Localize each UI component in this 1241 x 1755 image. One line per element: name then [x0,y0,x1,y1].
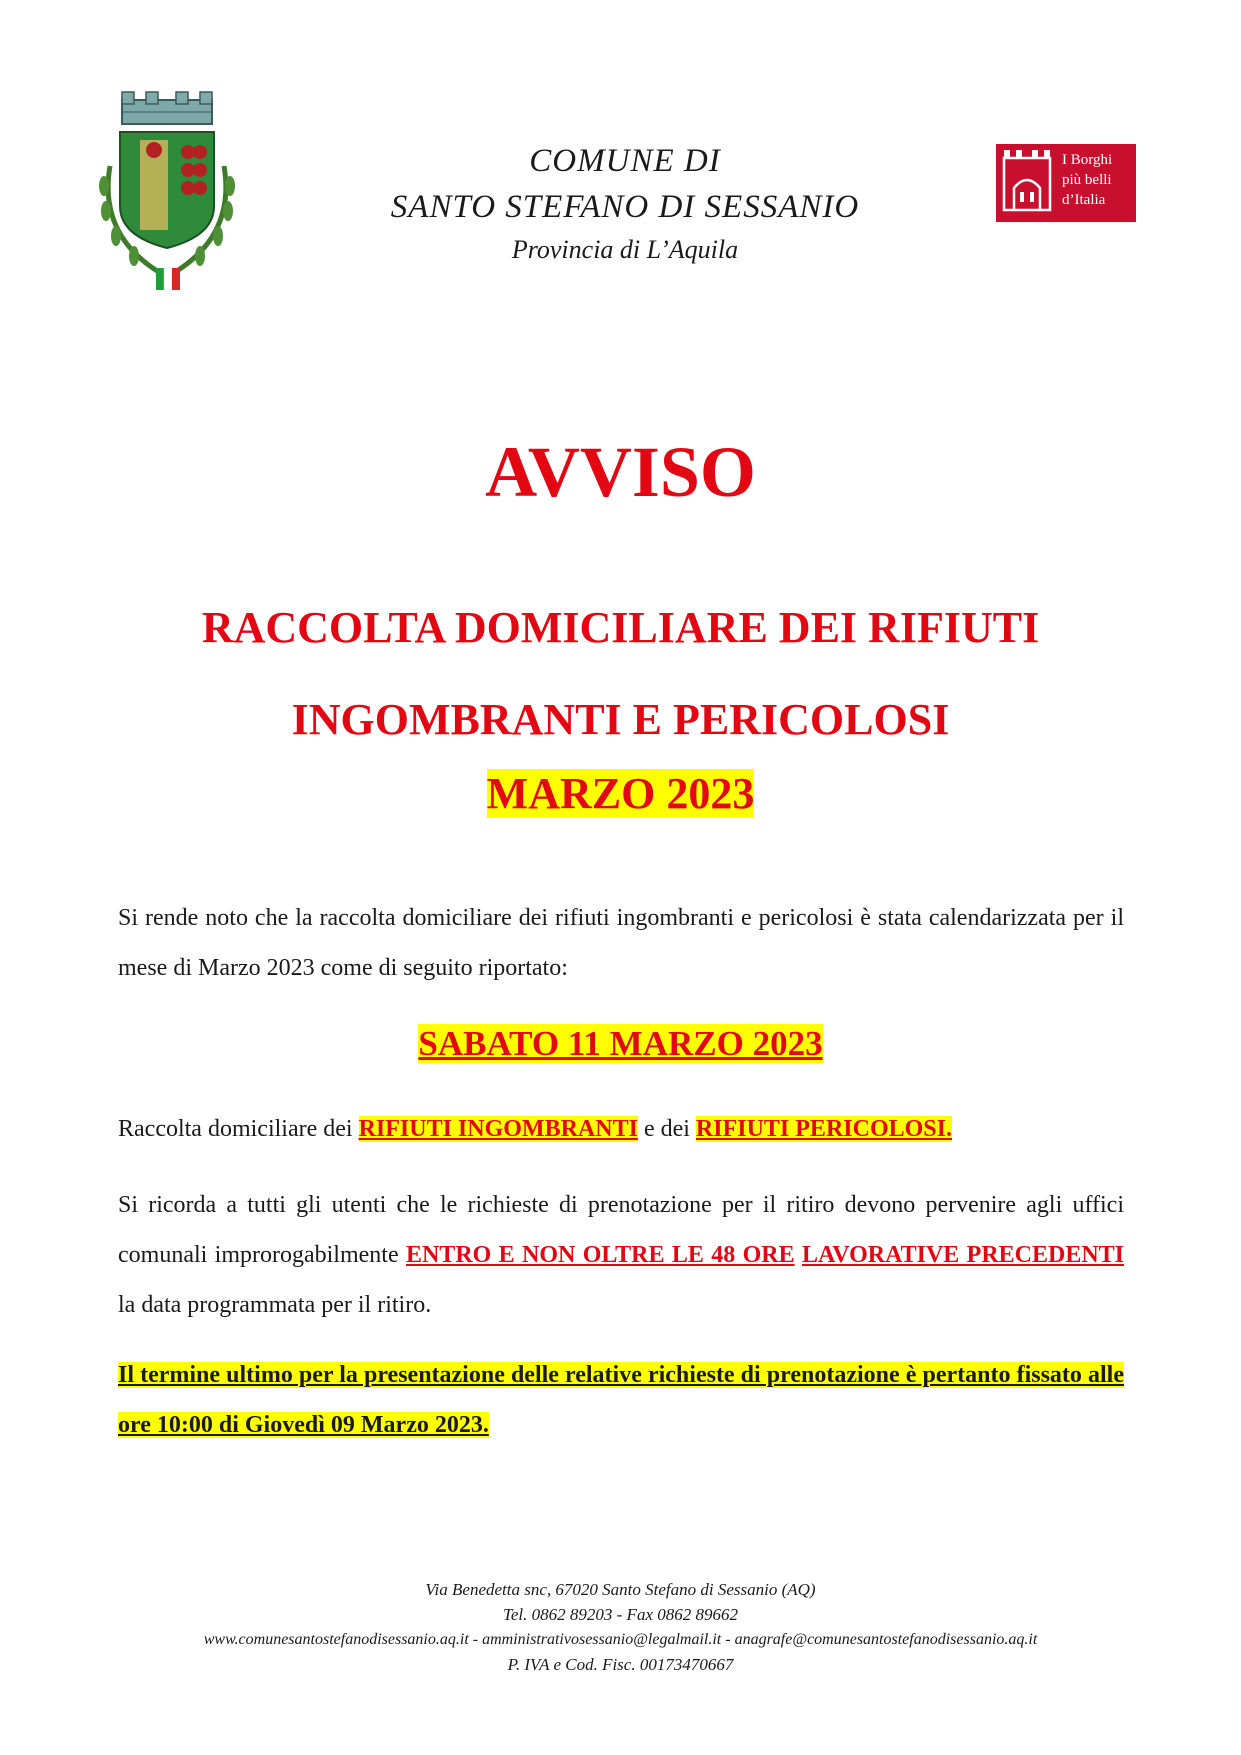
reminder-emphasis-b: LAVORATIVE PRECEDENTI [801,1242,1125,1268]
footer-phone: Tel. 0862 89203 - Fax 0862 89662 [502,1605,738,1624]
borghi-piu-belli-logo [996,144,1136,222]
comune-line-1: COMUNE DI [529,143,721,179]
comune-line-2: SANTO STEFANO DI SESSANIO [390,189,860,225]
notice-subtitle [0,582,1241,766]
collection-prefix: Raccolta domiciliare dei [118,1116,353,1142]
notice-title: AVVISO [485,432,756,512]
footer-vat: P. IVA e Cod. Fisc. 00173470667 [507,1655,734,1674]
municipality-header [310,138,940,268]
subtitle-line-1: RACCOLTA DOMICILIARE DEI RIFIUTI [201,603,1040,652]
deadline-text: Il termine ultimo per la presentazione delle relative richieste di prenotazione è pertanto fissato alle ore 10:00 di Giovedì 09 Marzo 2023. [118,1362,1124,1438]
crown-icon [122,92,212,124]
intro-paragraph: Si rende noto che la raccolta domiciliare dei rifiuti ingombranti e pericolosi è stata calendarizzata per il mese di Marzo 2023 come di seguito riportato: [118,905,1124,981]
hazardous-waste-label: RIFIUTI PERICOLOSI. [695,1116,952,1142]
municipal-crest-logo [92,86,242,298]
provincia-line: Provincia di L’Aquila [511,235,739,264]
footer-contacts: www.comunesantostefanodisessanio.aq.it - amministrativosessanio@legalmail.it - anagrafe@comunesantostefanodisessanio.aq.it [203,1631,1038,1648]
castle-icon [996,144,1058,222]
reminder-paragraph [118,1180,1124,1330]
reminder-suffix: la data programmata per il ritiro. [118,1292,432,1318]
collection-paragraph [118,1104,1124,1154]
footer-address: Via Benedetta snc, 67020 Santo Stefano di Sessanio (AQ) [425,1580,816,1599]
subtitle-line-2: INGOMBRANTI E PERICOLOSI [291,695,950,744]
notice-month [0,757,1241,831]
collection-date-text: SABATO 11 MARZO 2023 [418,1024,823,1063]
borghi-line-1: I Borghi [1062,152,1113,168]
deadline-paragraph [118,1350,1124,1450]
footer [0,1577,1241,1677]
collection-middle: e dei [643,1116,690,1142]
reminder-prefix: Si ricorda a tutti gli utenti che le richieste di prenotazione per il ritiro devono pervenire agli uffici comunali improrogabilmente [118,1192,1124,1268]
month-highlight: MARZO 2023 [486,769,755,818]
collection-date [0,1018,1241,1070]
borghi-line-2: più belli [1062,172,1112,188]
borghi-line-3: d’Italia [1062,192,1106,208]
bulky-waste-label: RIFIUTI INGOMBRANTI [358,1116,638,1142]
reminder-emphasis-a: ENTRO E NON OLTRE LE 48 ORE [405,1242,795,1268]
